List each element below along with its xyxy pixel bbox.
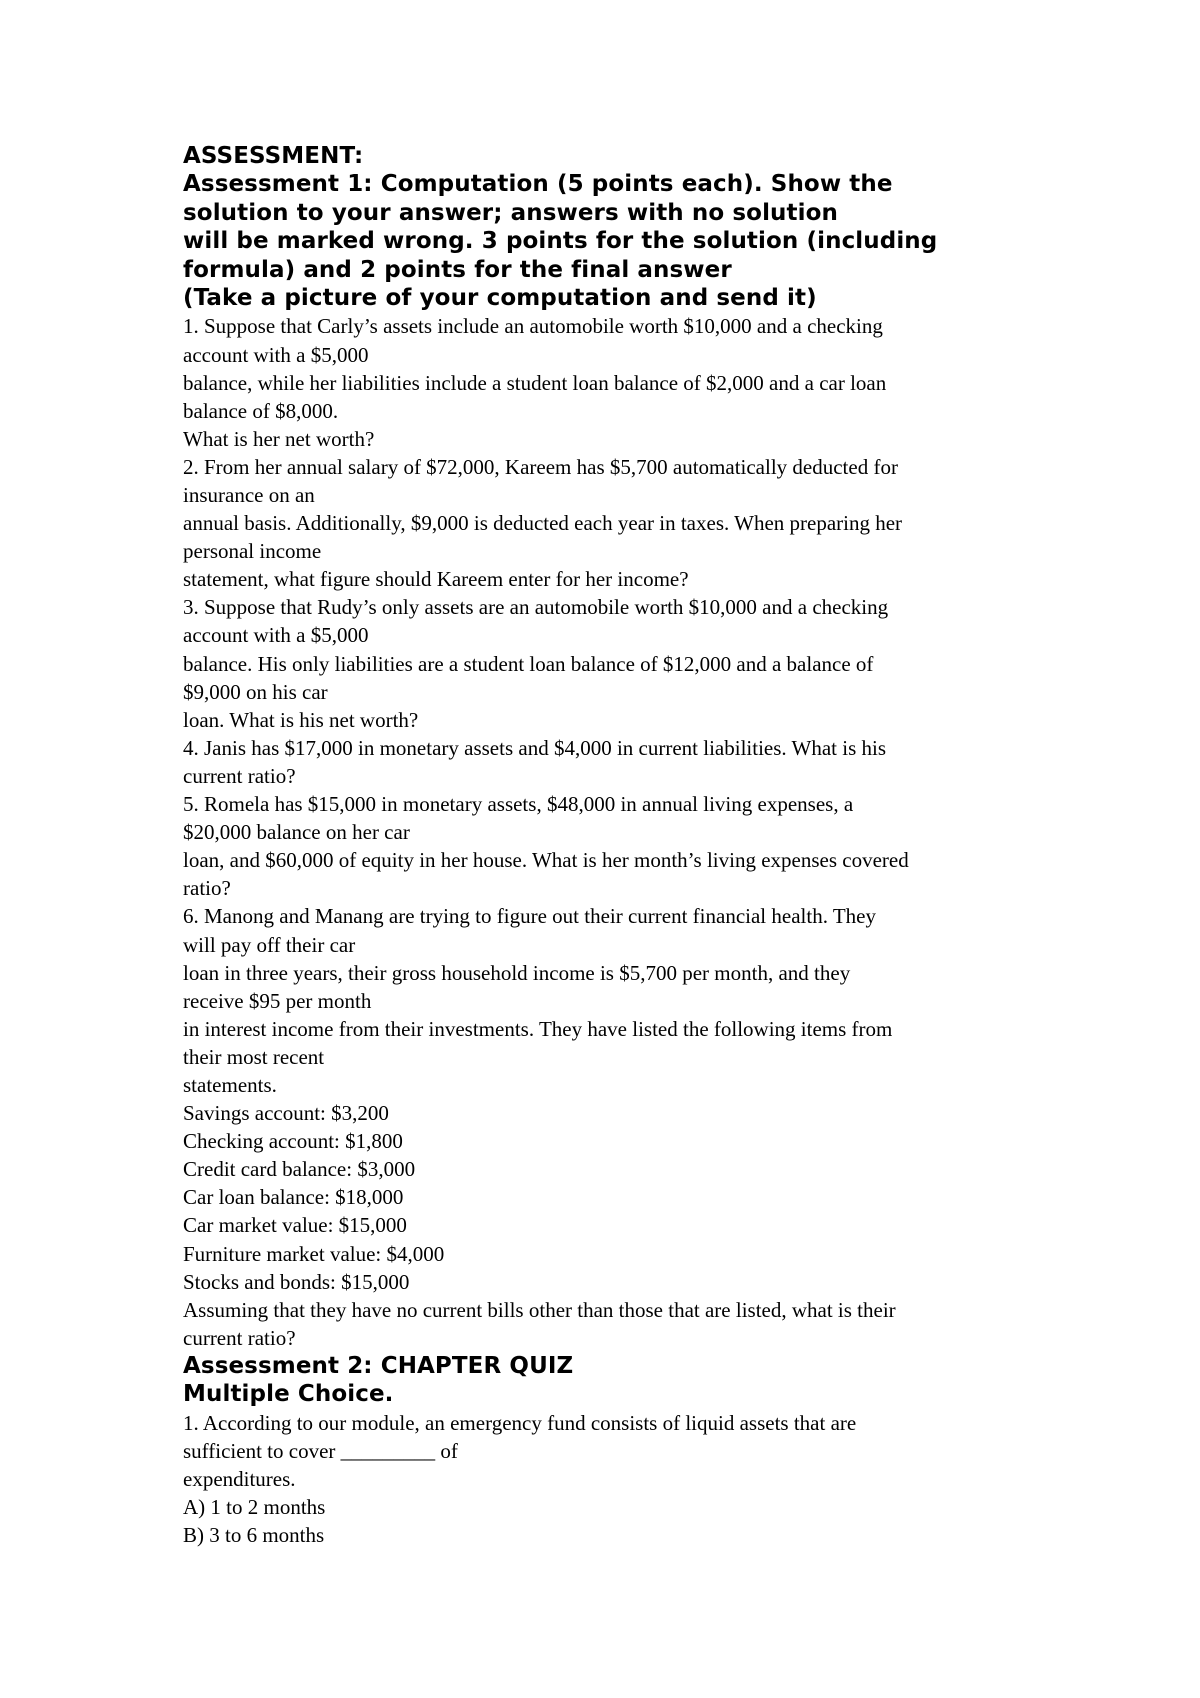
- text-line: 6. Manong and Manang are trying to figure out their current financial health. They: [183, 904, 876, 929]
- text-line: expenditures.: [183, 1466, 296, 1491]
- document-body: [183, 142, 1043, 1549]
- text-line: Assuming that they have no current bills other than those that are listed, what is their: [183, 1297, 896, 1322]
- text-line: statements.: [183, 1072, 277, 1097]
- text-line: 2. From her annual salary of $72,000, Kareem has $5,700 automatically deducted for: [183, 454, 898, 479]
- heading-line: Assessment 1: Computation (5 points each). Show the: [183, 171, 893, 198]
- text-line: ratio?: [183, 876, 231, 901]
- text-line: 1. Suppose that Carly’s assets include an automobile worth $10,000 and a checking: [183, 314, 883, 339]
- text-line: Car loan balance: $18,000: [183, 1185, 404, 1210]
- text-line: 1. According to our module, an emergency fund consists of liquid assets that are: [183, 1410, 857, 1435]
- text-line: statement, what figure should Kareem enter for her income?: [183, 567, 689, 592]
- heading-line: (Take a picture of your computation and send it): [183, 285, 817, 312]
- text-line: balance of $8,000.: [183, 398, 339, 423]
- text-line: receive $95 per month: [183, 988, 372, 1013]
- heading-line: Assessment 2: CHAPTER QUIZ: [183, 1352, 574, 1379]
- text-line: $9,000 on his car: [183, 679, 328, 704]
- text-line: Car market value: $15,000: [183, 1213, 407, 1238]
- text-line: Furniture market value: $4,000: [183, 1241, 445, 1266]
- text-line: balance. His only liabilities are a student loan balance of $12,000 and a balance of: [183, 651, 874, 676]
- text-line: will pay off their car: [183, 932, 356, 957]
- text-line: Checking account: $1,800: [183, 1129, 403, 1154]
- text-line: loan, and $60,000 of equity in her house. What is her month’s living expenses covered: [183, 848, 909, 873]
- text-line: insurance on an: [183, 483, 315, 507]
- text-line: current ratio?: [183, 763, 296, 788]
- text-line: personal income: [183, 539, 322, 564]
- text-line: loan. What is his net worth?: [183, 707, 419, 732]
- text-line: B) 3 to 6 months: [183, 1523, 325, 1548]
- text-line: in interest income from their investments. They have listed the following items from: [183, 1016, 893, 1041]
- text-line: sufficient to cover _________ of: [183, 1438, 458, 1463]
- text-line: Credit card balance: $3,000: [183, 1157, 416, 1182]
- text-line: account with a $5,000: [183, 623, 369, 648]
- text-line: 5. Romela has $15,000 in monetary assets, $48,000 in annual living expenses, a: [183, 792, 854, 817]
- text-line: $20,000 balance on her car: [183, 820, 410, 845]
- text-line: Stocks and bonds: $15,000: [183, 1269, 410, 1294]
- text-line: A) 1 to 2 months: [183, 1495, 326, 1519]
- text-line: What is her net worth?: [183, 426, 375, 451]
- text-line: Savings account: $3,200: [183, 1101, 389, 1126]
- text-line: loan in three years, their gross household income is $5,700 per month, and they: [183, 960, 851, 985]
- text-line: current ratio?: [183, 1325, 296, 1350]
- heading-line: will be marked wrong. 3 points for the solution (including: [183, 228, 938, 255]
- text-line: 3. Suppose that Rudy’s only assets are an automobile worth $10,000 and a checking: [183, 595, 889, 620]
- heading-line: Multiple Choice.: [183, 1381, 394, 1408]
- heading-line: solution to your answer; answers with no solution: [183, 199, 838, 226]
- text-line: annual basis. Additionally, $9,000 is deducted each year in taxes. When preparing her: [183, 511, 903, 536]
- text-line: their most recent: [183, 1044, 325, 1069]
- text-line: account with a $5,000: [183, 342, 369, 367]
- heading-line: ASSESSMENT:: [183, 143, 364, 169]
- heading-line: formula) and 2 points for the final answer: [183, 256, 732, 283]
- text-line: 4. Janis has $17,000 in monetary assets and $4,000 in current liabilities. What is his: [183, 735, 887, 760]
- text-line: balance, while her liabilities include a student loan balance of $2,000 and a car loan: [183, 370, 887, 395]
